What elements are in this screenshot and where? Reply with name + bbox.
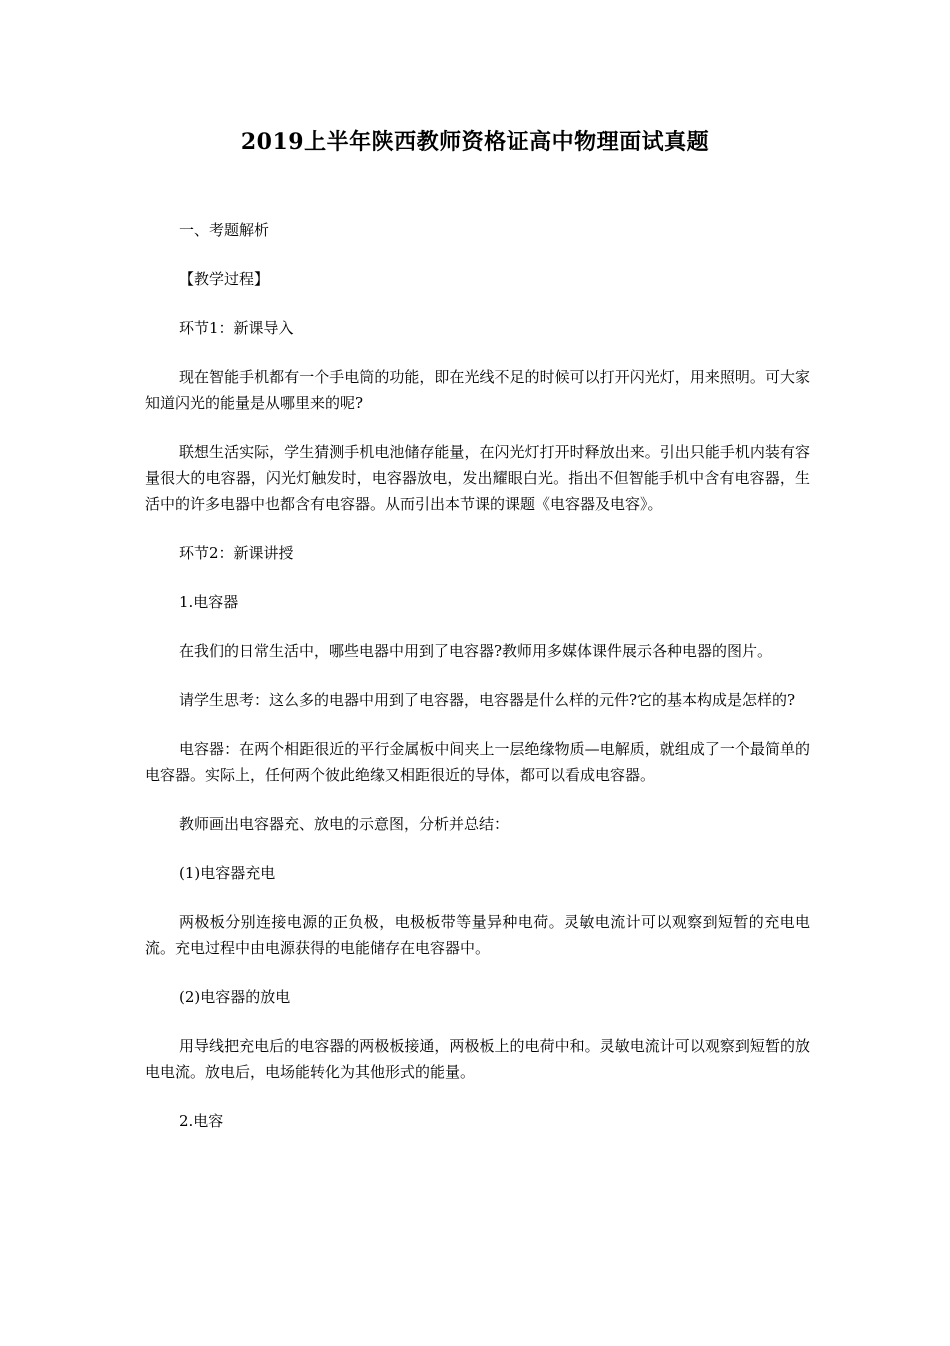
paragraph-charging: 两极板分别连接电源的正负极，电极板带等量异种电荷。灵敏电流计可以观察到短暂的充电电流。充电过程中由电源获得的电能储存在电容器中。 xyxy=(145,913,810,957)
subheading-capacitance: 2.电容 xyxy=(179,1112,224,1130)
subheading-capacitor: 1.电容器 xyxy=(179,593,239,611)
section-heading-teaching-process: 【教学过程】 xyxy=(179,270,270,288)
stage-1-heading: 环节1：新课导入 xyxy=(179,319,294,337)
document-body xyxy=(145,217,810,1157)
paragraph-intro-flashlight: 现在智能手机都有一个手电筒的功能，即在光线不足的时候可以打开闪光灯，用来照明。可大家知道闪光的能量是从哪里来的呢? xyxy=(145,368,810,412)
stage-2-heading: 环节2：新课讲授 xyxy=(179,544,294,562)
paragraph-intro-capacitor: 联想生活实际，学生猜测手机电池储存能量，在闪光灯打开时释放出来。引出只能手机内装有容量很大的电容器，闪光灯触发时，电容器放电，发出耀眼白光。指出不但智能手机中含有电容器，生活中的许多电器中也都含有电容器。从而引出本节课的课题《电容器及电容》。 xyxy=(145,443,810,513)
paragraph-teacher-diagram: 教师画出电容器充、放电的示意图，分析并总结： xyxy=(179,815,510,833)
subheading-charging: (1)电容器充电 xyxy=(179,864,276,882)
subheading-discharging: (2)电容器的放电 xyxy=(179,988,291,1006)
document-title: 2019上半年陕西教师资格证高中物理面试真题 xyxy=(240,129,710,155)
section-heading-analysis: 一、考题解析 xyxy=(179,221,270,239)
paragraph-capacitor-definition: 电容器：在两个相距很近的平行金属板中间夹上一层绝缘物质—电解质，就组成了一个最简单的电容器。实际上，任何两个彼此绝缘又相距很近的导体，都可以看成电容器。 xyxy=(145,740,810,784)
paragraph-discharging: 用导线把充电后的电容器的两极板接通，两极板上的电荷中和。灵敏电流计可以观察到短暂的放电电流。放电后，电场能转化为其他形式的能量。 xyxy=(145,1037,810,1081)
paragraph-student-question: 请学生思考：这么多的电器中用到了电容器，电容器是什么样的元件?它的基本构成是怎样的? xyxy=(179,691,796,709)
paragraph-daily-life: 在我们的日常生活中，哪些电器中用到了电容器?教师用多媒体课件展示各种电器的图片。 xyxy=(179,642,773,660)
